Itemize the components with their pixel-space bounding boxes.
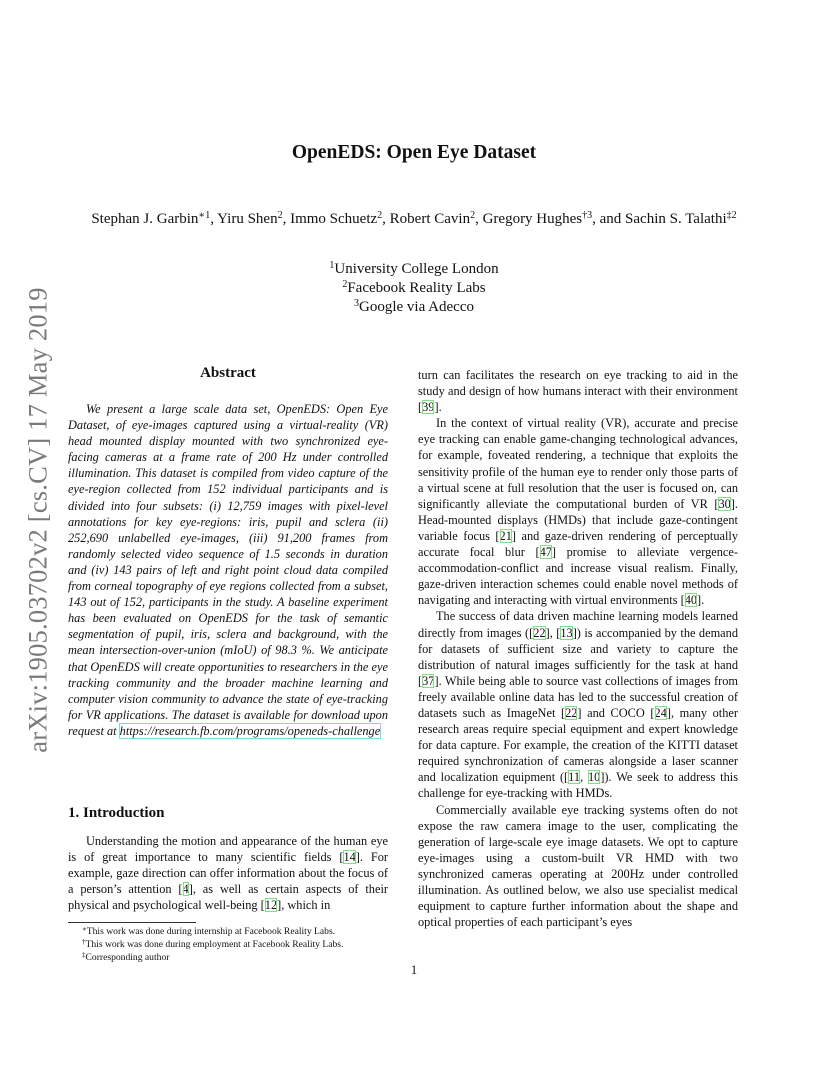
page-number: 1 xyxy=(410,963,418,977)
text-run: Understanding the motion and appearance of the human eye is of great importance to many scientific fields [ xyxy=(68,834,388,865)
citation-link[interactable]: 39 xyxy=(422,400,435,415)
text-run: ] and COCO [ xyxy=(577,705,655,720)
section-heading-introduction: 1. Introduction xyxy=(68,805,165,821)
text-run: ] promise to alleviate vergence-accommodation-conflict and increase visual realism. Finally, gaze-driven interaction schemes could enable novel methods of navigating and interacting with virtual environments [ xyxy=(418,545,738,608)
affiliation xyxy=(0,298,828,317)
footnote-text: This work was done during internship at Facebook Reality Labs. xyxy=(86,926,336,937)
author-name: Robert Cavin xyxy=(389,211,471,227)
citation-link[interactable]: 47 xyxy=(539,545,552,560)
text-run: ]. xyxy=(434,400,442,415)
text-run: In the context of virtual reality (VR), accurate and precise eye tracking can enable game-changing technological advances, for example, foveated rendering, a technique that exploits the sensitivity profile of the human eye to render only those parts of a virtual scene at full resolution that the user is focused on, can significantly alleviate the computational burden of VR [ xyxy=(418,416,738,511)
text-run: ]) is accompanied by the demand for datasets of sufficient size and variety to capture the distribution of natural images sufficiently for the task at hand [ xyxy=(418,625,738,688)
footnote-mark: ∗ xyxy=(82,925,87,933)
paragraph xyxy=(418,367,738,415)
author-name: Stephan J. Garbin xyxy=(91,211,199,227)
abstract-heading: Abstract xyxy=(200,365,256,381)
text-run: ], as well as certain aspects of their physical and psychological well-being [ xyxy=(68,882,388,913)
affiliation-mark: 3 xyxy=(354,298,360,309)
affiliation-mark: 1 xyxy=(329,260,335,271)
paragraph xyxy=(418,608,738,801)
citation-link[interactable]: 14 xyxy=(343,850,356,865)
text-run: ]). We seek to address this challenge for eye-tracking with HMDs. xyxy=(418,770,738,801)
author-mark: 2 xyxy=(377,210,383,221)
citation-link[interactable]: 30 xyxy=(718,496,731,511)
citation-link[interactable]: 22 xyxy=(533,625,546,640)
arxiv-stamp-text: arXiv:1905.03702v2 [cs.CV] 17 May 2019 xyxy=(22,287,53,753)
footnote xyxy=(68,938,398,951)
affiliation xyxy=(0,260,828,279)
citation-link[interactable]: 10 xyxy=(587,770,601,785)
text-run: ]. While being able to source vast collections of images from freely available online data has led to the successful creation of datasets such as ImageNet [ xyxy=(418,673,738,720)
author-mark: †3 xyxy=(582,210,593,221)
affiliation-name: University College London xyxy=(334,261,499,277)
paper-title: OpenEDS: Open Eye Dataset xyxy=(291,142,537,163)
text-run: The success of data driven machine learning models learned directly from images ([ xyxy=(418,609,738,640)
author-name: Gregory Hughes xyxy=(482,211,583,227)
footnote xyxy=(68,925,398,938)
citation-link[interactable]: 21 xyxy=(499,528,512,543)
affiliation-name: Facebook Reality Labs xyxy=(347,280,486,296)
text-run: turn can facilitates the research on eye tracking to aid in the study and design of how humans interact with their environment [ xyxy=(418,368,738,415)
dataset-link[interactable]: https://research.fb.com/programs/openeds-challenge xyxy=(119,723,381,738)
text-run: ]. xyxy=(697,593,705,608)
abstract-text xyxy=(68,401,388,739)
arxiv-stamp xyxy=(18,280,58,760)
text-run: ], [ xyxy=(545,625,561,640)
author-list: Stephan J. Garbin$^{∗1}$, Yiru Shen$^2$, Immo Schuetz$^2$, Robert Cavin$^2$, Gregory Hughes$^{\dagger 3}$, and Sachin S. Talathi$^{\ddagger 2}$ xyxy=(91,210,737,227)
citation-link[interactable]: 22 xyxy=(565,705,578,720)
footnote-mark: † xyxy=(82,938,86,946)
text-run: ]. Head-mounted displays (HMDs) that include gaze-contingent variable focus [ xyxy=(418,496,738,543)
author-mark: 2 xyxy=(470,210,476,221)
text-run: , xyxy=(580,770,588,785)
author-mark: ‡2 xyxy=(726,210,737,221)
author-name: Yiru Shen xyxy=(217,211,278,227)
paragraph xyxy=(418,415,738,608)
text-run: ] and gaze-driven rendering of perceptually accurate focal blur [ xyxy=(418,528,738,560)
intro-paragraph xyxy=(68,833,388,913)
affiliation-name: Google via Adecco xyxy=(359,299,474,315)
right-column xyxy=(418,367,738,930)
citation-link[interactable]: 12 xyxy=(264,898,278,913)
author-mark: ∗1 xyxy=(198,210,211,221)
text-run: ]. For example, gaze direction can offer information about the focus of a person’s attention [ xyxy=(68,850,388,897)
text-run: ], many other research areas require special equipment and expert knowledge for data capture. For example, the creation of the KITTI dataset required synchronization of cameras alongside a laser scanner and localization equipment ([ xyxy=(418,705,738,785)
citation-link[interactable]: 13 xyxy=(560,625,573,640)
affiliations xyxy=(0,260,828,317)
paragraph xyxy=(418,802,738,931)
author-name: and Sachin S. Talathi xyxy=(599,211,727,227)
footnote-text: Corresponding author xyxy=(85,952,170,963)
abstract-body: We present a large scale data set, OpenEDS: Open Eye Dataset, of eye-images captured using a virtual-reality (VR) head mounted display mounted with two synchronized eye-facing cameras at a frame rate of 200 Hz under controlled illumination. This dataset is compiled from video capture of the eye-region collected from 152 individual participants and is divided into four subsets: (i) 12,759 images with pixel-level annotations for key eye-regions: iris, pupil and sclera (ii) 252,690 unlabelled eye-images, (iii) 91,200 frames from randomly selected video sequence of 1.5 seconds in duration and (iv) 143 pairs of left and right point cloud data compiled from corneal topography of eye regions collected from a subset, 143 out of 152, participants in the study. A baseline experiment has been evaluated on OpenEDS for the task of semantic segmentation of pupil, iris, sclera and background, with the mean intersection-over-union (mIoU) of 98.3 %. We anticipate that OpenEDS will create opportunities to researchers in the eye tracking community and the broader machine learning and computer vision community to advance the state of eye-tracking for VR applications. The dataset is available for download upon request at xyxy=(68,402,388,738)
footnote-text: This work was done during employment at Facebook Reality Labs. xyxy=(85,939,344,950)
author-name: Immo Schuetz xyxy=(290,211,378,227)
citation-link[interactable]: 11 xyxy=(568,770,581,785)
affiliation-mark: 2 xyxy=(342,279,348,290)
author-mark: 2 xyxy=(277,210,283,221)
footnote-divider xyxy=(68,922,196,923)
citation-link[interactable]: 37 xyxy=(422,673,435,688)
text-run: ], which in xyxy=(277,898,331,913)
citation-link[interactable]: 4 xyxy=(182,882,189,897)
affiliation xyxy=(0,279,828,298)
footnotes xyxy=(68,925,398,964)
citation-link[interactable]: 24 xyxy=(654,705,667,720)
citation-link[interactable]: 40 xyxy=(684,593,698,608)
footnote-mark: ‡ xyxy=(82,951,86,959)
text-run: Commercially available eye tracking systems often do not expose the raw camera image to the user, complicating the generation of large-scale eye image datasets. We opt to capture eye-images using a custom-built VR HMD with two synchronized cameras operating at 200Hz under controlled illumination. As outlined below, we also use specialist medical equipment to capture further information about the shape and optical properties of each participant’s eyes xyxy=(418,802,738,930)
